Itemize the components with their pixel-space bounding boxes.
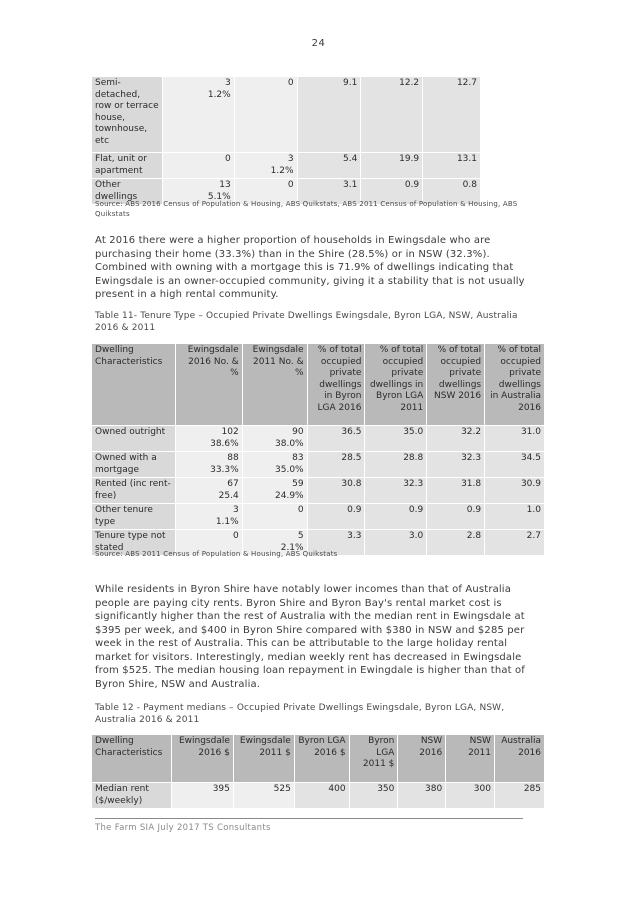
table-header-row [92, 735, 545, 783]
cell-percent: 5.1% [207, 191, 231, 202]
table-row [92, 452, 545, 478]
cell-value: 0.9 [307, 504, 365, 530]
column-header: NSW 2011 [446, 735, 495, 783]
table-row [92, 504, 545, 530]
column-header: Byron LGA 2016 $ [294, 735, 349, 783]
column-header: Byron LGA 2011 $ [349, 735, 398, 783]
column-header: Ewingsdale 2016 No. & % [175, 344, 242, 426]
cell-value: 90 [292, 427, 304, 437]
cell-value: 1.0 [485, 504, 545, 530]
cell-percent: 2.1% [280, 542, 304, 553]
footer-divider [95, 818, 523, 819]
cell-value: 0.9 [361, 179, 423, 205]
cell-value: 380 [398, 783, 446, 809]
cell-value: 83 [292, 453, 304, 463]
cell-value: 525 [233, 783, 294, 809]
cell-value: 0 [287, 180, 294, 190]
cell-percent: 24.9% [275, 490, 304, 501]
cell-value: 0.9 [365, 504, 427, 530]
cell-percent: 25.4 [218, 490, 239, 501]
table-caption: Table 12 - Payment medians – Occupied Private Dwellings Ewingsdale, Byron LGA, NSW, Australia 2016 & 2011 [95, 703, 505, 725]
table-row [92, 153, 481, 179]
row-label: Semi-detached, row or terrace house, townhouse, etc [92, 77, 163, 153]
table-row [92, 77, 481, 153]
column-header: Australia 2016 [494, 735, 544, 783]
table-header-row [92, 344, 545, 426]
row-label: Median rent ($/weekly) [92, 783, 172, 809]
cell-value: 30.9 [485, 478, 545, 504]
cell-value: 35.0 [365, 426, 427, 452]
cell-value: 300 [446, 783, 495, 809]
table-row [92, 426, 545, 452]
cell-percent: 38.6% [210, 438, 239, 449]
table-source-note: Source: ABS 2011 Census of Population & Housing, ABS Quikstats [95, 550, 338, 558]
cell-value: 34.5 [485, 452, 545, 478]
cell-value: 0 [232, 531, 239, 541]
cell-value: 28.8 [365, 452, 427, 478]
cell-value: 3 [224, 78, 231, 88]
column-header: Ewingsdale 2011 No. & % [242, 344, 307, 426]
table-source-note: Source: ABS 2016 Census of Population & Housing, ABS Quikstats, ABS 2011 Census of Population & Housing, ABS Quikstats [95, 200, 518, 218]
cell-value: 0.9 [427, 504, 485, 530]
cell-value: 3.3 [307, 530, 365, 556]
cell-value: 32.2 [427, 426, 485, 452]
cell-value: 31.8 [427, 478, 485, 504]
column-header: % of total occupied private dwellings in Australia 2016 [485, 344, 545, 426]
table-payment-medians [91, 734, 545, 809]
paragraph-tenure: At 2016 there were a higher proportion of households in Ewingsdale who are purchasing their home (33.3%) than in the Shire (28.5%) or in NSW (32.3%). Combined with owning with a mortgage this is 71.9% of dwellings indicating that Ewingsdale is an owner-occupied community, giving it a stability that is not usually present in a high rental community. [95, 235, 525, 300]
cell-value: 5 [297, 531, 304, 541]
column-header: Ewingsdale 2016 $ [171, 735, 233, 783]
cell-value: 102 [221, 427, 239, 437]
cell-percent: 1.1% [215, 516, 239, 527]
cell-value: 2.8 [427, 530, 485, 556]
cell-percent: 1.2% [270, 165, 294, 176]
page-number: 24 [311, 38, 326, 49]
row-label: Owned outright [92, 426, 176, 452]
cell-value: 395 [171, 783, 233, 809]
row-label: Rented (inc rent-free) [92, 478, 176, 504]
cell-value: 19.9 [361, 153, 423, 179]
column-header: NSW 2016 [398, 735, 446, 783]
cell-value: 59 [292, 479, 304, 489]
table-row [92, 478, 545, 504]
cell-value: 13.1 [423, 153, 481, 179]
table-tenure-type [91, 343, 545, 556]
cell-value: 5.4 [297, 153, 361, 179]
cell-value: 36.5 [307, 426, 365, 452]
cell-value: 0 [287, 78, 294, 88]
cell-percent: 38.0% [275, 438, 304, 449]
cell-value: 0 [224, 154, 231, 164]
row-label: Owned with a mortgage [92, 452, 176, 478]
cell-value: 9.1 [297, 77, 361, 153]
cell-value: 2.7 [485, 530, 545, 556]
paragraph-rent: While residents in Byron Shire have notably lower incomes than that of Australia people are paying city rents. Byron Shire and Byron Bay's rental market cost is significantly higher than the rest of Australia with the median rent in Ewingsdale at $395 per week, and $400 in Byron Shire compared with $380 in NSW and $285 per week in the rest of Australia. This can be attributable to the large holiday rental market for visitors. Interestingly, median weekly rent has decreased in Ewingsdale from $525. The median housing loan repayment in Ewingdale is higher than that of Byron Shire, NSW and Australia. [95, 584, 525, 690]
cell-value: 67 [227, 479, 239, 489]
cell-value: 88 [227, 453, 239, 463]
cell-value: 0.8 [423, 179, 481, 205]
cell-percent: 1.2% [207, 89, 231, 100]
row-label: Flat, unit or apartment [92, 153, 163, 179]
page-footer: The Farm SIA July 2017 TS Consultants [95, 823, 271, 833]
cell-percent: 35.0% [275, 464, 304, 475]
cell-value: 350 [349, 783, 398, 809]
column-header: Ewingsdale 2011 $ [233, 735, 294, 783]
cell-value: 13 [219, 180, 231, 190]
cell-value: 28.5 [307, 452, 365, 478]
column-header: Dwelling Characteristics [92, 735, 172, 783]
cell-value: 12.2 [361, 77, 423, 153]
column-header: % of total occupied private dwellings NSW 2016 [427, 344, 485, 426]
column-header: % of total occupied private dwellings in Byron LGA 2016 [307, 344, 365, 426]
cell-value: 31.0 [485, 426, 545, 452]
cell-value: 3 [287, 154, 294, 164]
row-label: Other dwellings [92, 179, 163, 205]
cell-value: 32.3 [365, 478, 427, 504]
column-header: Dwelling Characteristics [92, 344, 176, 426]
table-caption: Table 11- Tenure Type – Occupied Private Dwellings Ewingsdale, Byron LGA, NSW, Australia 2016 & 2011 [95, 311, 518, 333]
cell-value: 30.8 [307, 478, 365, 504]
cell-value: 0 [297, 505, 304, 515]
table-dwelling-structure [91, 76, 481, 205]
cell-percent: 33.3% [210, 464, 239, 475]
cell-value: 3.0 [365, 530, 427, 556]
table-row [92, 783, 545, 809]
cell-value: 3 [232, 505, 239, 515]
row-label: Tenure type not stated [92, 530, 176, 556]
cell-value: 400 [294, 783, 349, 809]
cell-value: 32.3 [427, 452, 485, 478]
column-header: % of total occupied private dwellings in Byron LGA 2011 [365, 344, 427, 426]
cell-value: 12.7 [423, 77, 481, 153]
cell-value: 3.1 [297, 179, 361, 205]
row-label: Other tenure type [92, 504, 176, 530]
cell-value: 285 [494, 783, 544, 809]
